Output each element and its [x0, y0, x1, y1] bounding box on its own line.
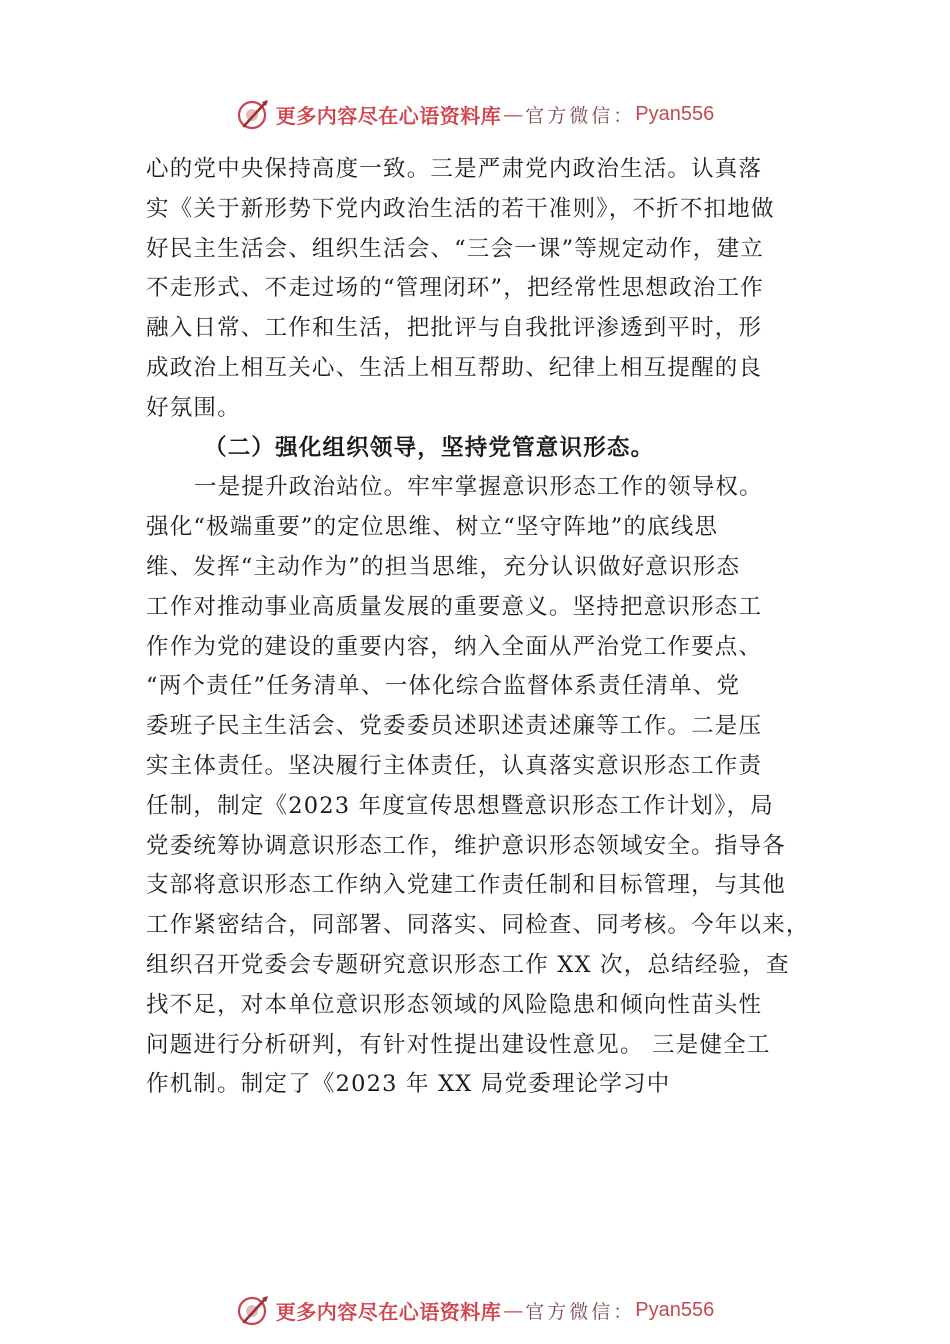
document-body	[146, 150, 826, 1105]
body-line: 任制，制定《2023 年度宣传思想暨意识形态工作计划》，局	[146, 792, 774, 819]
footer-banner	[0, 1290, 950, 1330]
brand-text: 更多内容尽在心语资料库	[275, 103, 502, 128]
body-line: 强化“极端重要”的定位思维、树立“坚守阵地”的底线思	[146, 514, 719, 541]
body-line: 工作紧密结合，同部署、同落实、同检查、同考核。今年以来，	[146, 912, 810, 939]
body-line: 支部将意识形态工作纳入党建工作责任制和目标管理，与其他	[146, 872, 786, 899]
body-line: 维、发挥“主动作为”的担当思维，充分认识做好意识形态	[146, 553, 741, 580]
wechat-id: Pyan556	[635, 102, 715, 125]
body-line: “两个责任”任务清单、一体化综合监督体系责任清单、党	[146, 673, 741, 700]
body-line: 委班子民主生活会、党委委员述职述责述廉等工作。二是压	[146, 713, 763, 740]
body-line: 实《关于新形势下党内政治生活的若干准则》，不折不扣地做	[146, 195, 775, 222]
body-line: 问题进行分析研判，有针对性提出建设性意见。 三是健全工	[146, 1031, 771, 1058]
body-line: 作作为党的建设的重要内容，纳入全面从严治党工作要点、	[146, 633, 763, 660]
body-line: 组织召开党委会专题研究意识形态工作 XX 次，总结经验，查	[146, 951, 790, 978]
wechat-id: Pyan556	[635, 1298, 715, 1321]
body-line: 作机制。制定了《2023 年 XX 局党委理论学习中	[146, 1071, 671, 1098]
banner-dash: —	[503, 102, 524, 126]
wechat-label: 官方微信：	[525, 104, 636, 127]
banner-dash: —	[503, 1298, 524, 1322]
brand-logo-icon	[236, 96, 272, 132]
section-heading: （二）强化组织领导，坚持党管意识形态。	[204, 434, 655, 461]
body-line: 心的党中央保持高度一致。三是严肃党内政治生活。认真落	[146, 156, 763, 182]
body-line: 好民主生活会、组织生活会、“三会一课”等规定动作，建立	[146, 235, 764, 262]
body-line: 找不足，对本单位意识形态领域的风险隐患和倾向性苗头性	[146, 991, 763, 1018]
body-line: 成政治上相互关心、生活上相互帮助、纪律上相互提醒的良	[146, 354, 763, 381]
body-line: 好氛围。	[146, 394, 241, 421]
body-line: 工作对推动事业高质量发展的重要意义。坚持把意识形态工	[146, 593, 763, 620]
body-line: 一是提升政治站位。牢牢掌握意识形态工作的领导权。	[194, 474, 763, 501]
body-line: 融入日常、工作和生活，把批评与自我批评渗透到平时，形	[146, 315, 763, 342]
body-line: 党委统筹协调意识形态工作，维护意识形态领域安全。指导各	[146, 832, 786, 859]
wechat-label: 官方微信：	[525, 1300, 636, 1323]
header-banner	[0, 94, 950, 134]
body-line: 不走形式、不走过场的“管理闭环”，把经常性思想政治工作	[146, 275, 764, 302]
brand-text: 更多内容尽在心语资料库	[275, 1299, 502, 1324]
brand-logo-icon	[236, 1292, 272, 1328]
body-line: 实主体责任。坚决履行主体责任，认真落实意识形态工作责	[146, 752, 763, 779]
